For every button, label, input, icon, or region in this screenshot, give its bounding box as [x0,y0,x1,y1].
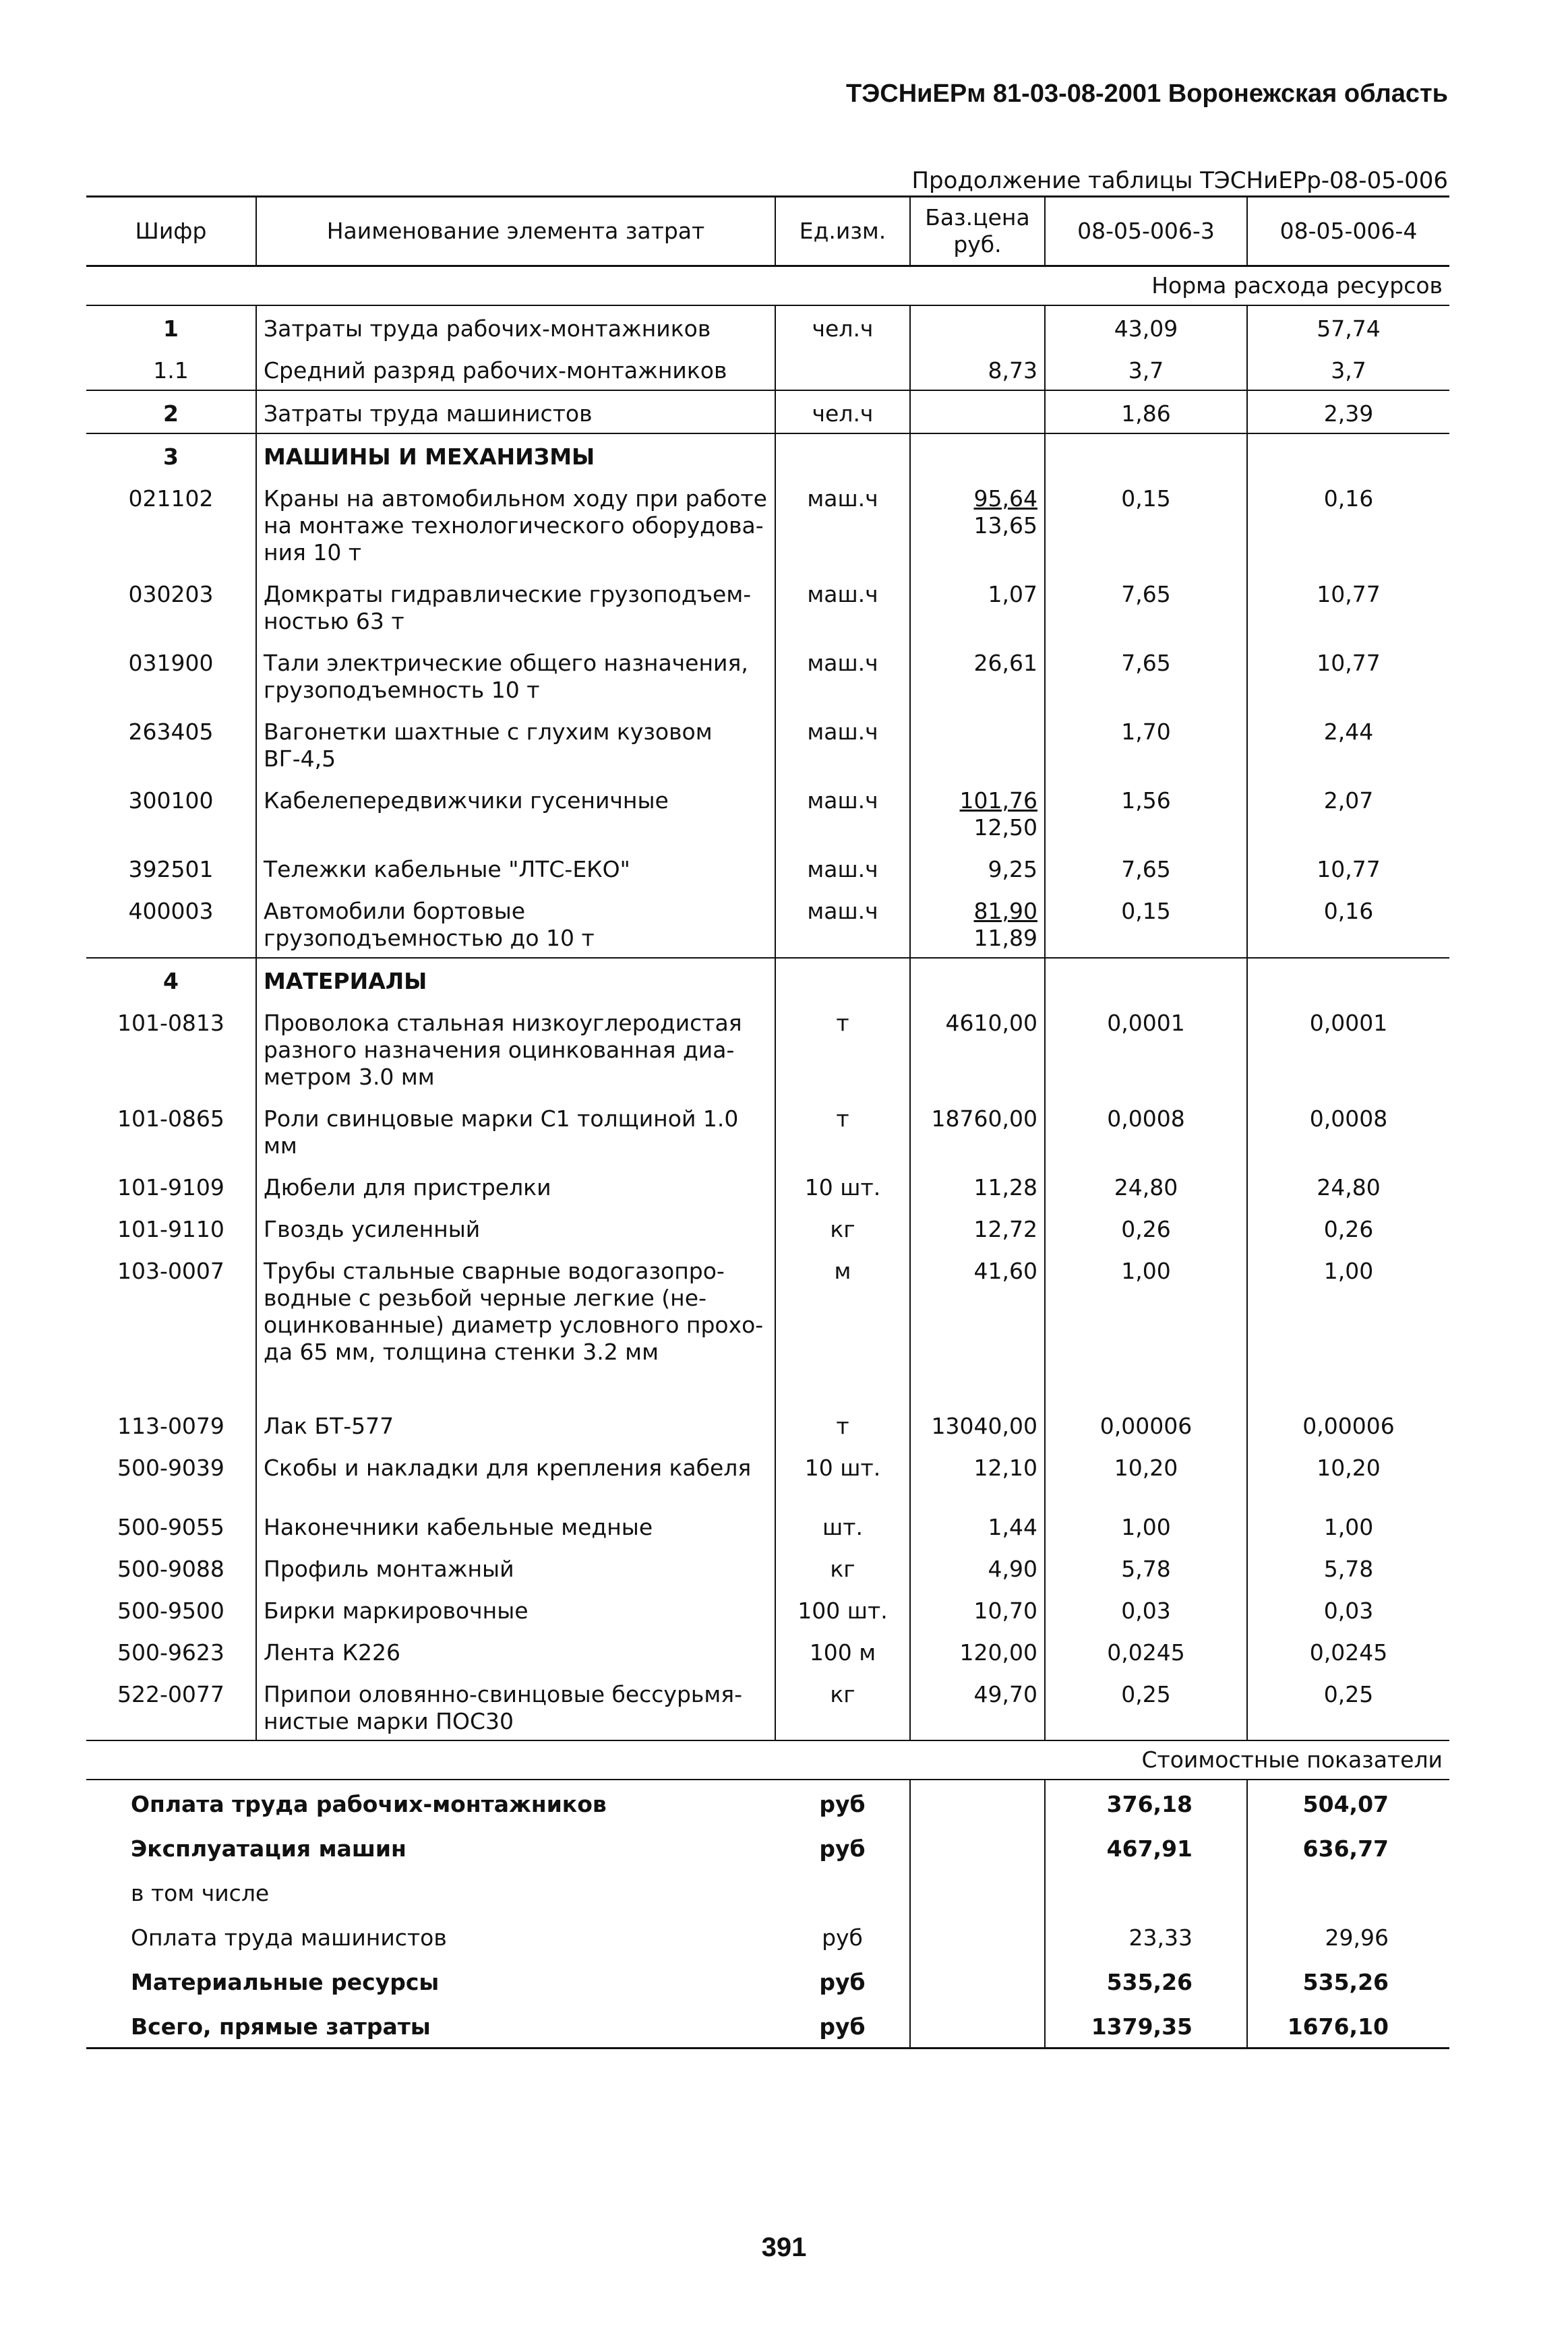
summary-unit: руб [775,1825,910,1869]
summary-value-variant-3: 23,33 [1045,1914,1247,1958]
row-name: Тали электрические общего назначения, грузоподъемность 10 т [256,640,775,709]
row-code: 101-0865 [86,1096,256,1165]
row-price [910,1207,1045,1248]
row-code: 500-9039 [86,1445,256,1505]
row-value-variant-4: 10,77 [1317,650,1381,676]
row-unit: кг [775,1546,910,1588]
row-value-variant-3: 10,20 [1045,1445,1247,1505]
row-value-variant-4: 10,77 [1317,581,1381,607]
summary-row [86,2003,1449,2048]
row-value-variant-3: 7,65 [1045,640,1247,709]
summary-value-variant-4: 1676,10 [1247,2003,1449,2048]
empty-cell [910,433,1045,476]
row-value-variant-3: 0,25 [1045,1672,1247,1740]
header-name: Наименование элемента затрат [256,197,775,266]
row-name: Лента К226 [256,1630,775,1672]
row-price [910,640,1045,709]
empty-cell [910,958,1045,1000]
row-unit: т [775,1096,910,1165]
row-value-variant-3: 1,00 [1045,1505,1247,1546]
row-unit: чел.ч [775,305,910,348]
price-value: 4,90 [988,1556,1037,1582]
operator-wage-value: 12,50 [973,814,1037,841]
summary-row [86,1869,1449,1914]
price-value: 11,28 [973,1174,1037,1201]
row-name: Бирки маркировочные [256,1588,775,1630]
table-row [86,888,1449,958]
cost-label-row [86,1740,1449,1780]
row-code: 500-9623 [86,1630,256,1672]
row-name: Средний разряд рабочих-монтажников [256,348,775,390]
resource-norms-table [86,195,1449,2049]
table-row [86,1165,1449,1207]
row-value-variant-3: 1,70 [1045,709,1247,778]
table-row [86,1445,1449,1505]
row-name: Тележки кабельные "ЛТС-ЕКО" [256,847,775,888]
row-code: 101-9110 [86,1207,256,1248]
row-value-variant-4: 2,44 [1323,719,1374,745]
norm-label-row [86,266,1449,306]
summary-row [86,1825,1449,1869]
price-value: 26,61 [973,650,1037,676]
row-price [910,1000,1045,1096]
empty-cell [1247,433,1449,476]
row-code: 031900 [86,640,256,709]
price-value: 10,70 [973,1598,1037,1624]
header-variant-3: 08-05-006-3 [1045,197,1247,266]
row-unit: 100 м [775,1630,910,1672]
price-value: 101,76 [959,787,1037,814]
row-price [910,1445,1045,1505]
table-row [86,1505,1449,1546]
row-code: 101-0813 [86,1000,256,1096]
empty-cell [775,433,910,476]
row-value-variant-3: 43,09 [1045,305,1247,348]
row-value-variant-4: 5,78 [1323,1556,1374,1582]
row-value-variant-4: 2,39 [1247,390,1449,433]
price-value: 9,25 [988,856,1037,882]
section-row [86,958,1449,1000]
row-price [910,1672,1045,1740]
row-value-variant-4: 0,03 [1323,1598,1374,1624]
row-unit: 10 шт. [775,1445,910,1505]
header-price: Баз.цена руб. [910,197,1045,266]
header-variant-4: 08-05-006-4 [1247,197,1449,266]
price-value: 12,10 [973,1455,1037,1481]
row-price [910,888,1045,958]
row-unit: кг [775,1207,910,1248]
row-price [910,305,1045,348]
section-row [86,433,1449,476]
summary-label: Оплата труда машинистов [131,1924,447,1951]
row-name: Профиль монтажный [256,1546,775,1588]
empty-cell [1045,433,1247,476]
row-unit: 100 шт. [775,1588,910,1630]
table-row [86,778,1449,847]
row-value-variant-3: 7,65 [1045,847,1247,888]
row-value-variant-4: 3,7 [1331,357,1366,384]
row-value-variant-3: 1,86 [1045,390,1247,433]
table-row [86,847,1449,888]
section-title: МАТЕРИАЛЫ [256,958,775,1000]
section-code: 4 [86,958,256,1000]
price-value: 12,72 [973,1216,1037,1242]
row-code: 500-9055 [86,1505,256,1546]
row-unit: 10 шт. [775,1165,910,1207]
row-price [910,1505,1045,1546]
row-value-variant-3: 7,65 [1045,572,1247,640]
summary-row [86,1780,1449,1825]
row-name: Трубы стальные сварные водогазопро-водные с резьбой черные легкие (не-оцинкованные) диаметр условного прохо-да 65 мм, толщина стенки 3.2 мм [256,1248,775,1403]
row-unit: маш.ч [775,778,910,847]
table-header-row [86,197,1449,266]
row-name: Затраты труда машинистов [256,390,775,433]
row-name: Роли свинцовые марки С1 толщиной 1.0 мм [256,1096,775,1165]
row-unit: шт. [775,1505,910,1546]
table-row [86,1588,1449,1630]
table-row [86,305,1449,348]
summary-value-variant-4: 535,26 [1302,1969,1389,1995]
price-value: 18760,00 [931,1105,1037,1132]
row-value-variant-3: 0,0008 [1045,1096,1247,1165]
operator-wage-value: 13,65 [973,512,1037,539]
row-value-variant-3: 0,26 [1045,1207,1247,1248]
row-code: 103-0007 [86,1248,256,1403]
empty-cell [910,1914,1045,1958]
row-value-variant-4: 10,20 [1317,1455,1381,1481]
summary-label: Всего, прямые затраты [86,2003,775,2048]
row-code: 400003 [86,888,256,958]
row-value-variant-4: 24,80 [1317,1174,1381,1201]
row-unit [775,348,910,390]
summary-label: Материальные ресурсы [131,1969,440,1995]
empty-cell [910,2003,1045,2048]
row-unit: т [775,1000,910,1096]
row-value-variant-4: 1,00 [1323,1514,1374,1540]
table-row [86,1207,1449,1248]
row-code: 021102 [86,476,256,572]
table-row [86,1672,1449,1740]
table-row [86,1096,1449,1165]
table-body [86,266,1449,2048]
row-code: 113-0079 [86,1403,256,1445]
row-value-variant-4: 0,16 [1323,485,1374,512]
row-price [910,847,1045,888]
row-code: 1.1 [86,348,256,390]
row-value-variant-3: 0,0001 [1045,1000,1247,1096]
table-continuation-caption: Продолжение таблицы ТЭСНиЕРр-08-05-006 [911,167,1448,194]
row-name: Затраты труда рабочих-монтажников [256,305,775,348]
operator-wage-value: 11,89 [973,925,1037,951]
summary-label: Эксплуатация машин [131,1835,406,1862]
row-price [910,1630,1045,1672]
row-name: Автомобили бортовые грузоподъемностью до 10 т [256,888,775,958]
section-code: 3 [86,433,256,476]
row-unit: маш.ч [775,847,910,888]
price-value: 120,00 [959,1639,1037,1666]
cost-label: Стоимостные показатели [86,1740,1449,1780]
empty-cell [910,1780,1045,1825]
summary-value-variant-3 [1045,1869,1247,1914]
summary-label: Оплата труда рабочих-монтажников [131,1791,607,1817]
row-value-variant-3: 0,15 [1045,476,1247,572]
row-value-variant-3: 0,03 [1045,1588,1247,1630]
summary-value-variant-4: 636,77 [1302,1835,1389,1862]
norm-label: Норма расхода ресурсов [86,266,1449,306]
row-value-variant-3: 5,78 [1045,1546,1247,1588]
row-name: Скобы и накладки для крепления кабеля [256,1445,775,1505]
table-row [86,640,1449,709]
row-code: 300100 [86,778,256,847]
row-value-variant-3: 0,0245 [1045,1630,1247,1672]
empty-cell [1247,958,1449,1000]
empty-cell [910,1869,1045,1914]
table-row [86,1000,1449,1096]
row-price [910,572,1045,640]
row-name: Дюбели для пристрелки [256,1165,775,1207]
summary-value-variant-4 [1247,1869,1449,1914]
price-value: 4610,00 [945,1010,1037,1036]
row-value-variant-4: 0,0245 [1309,1639,1388,1666]
table-row [86,1630,1449,1672]
summary-unit [775,1869,910,1914]
row-name: Проволока стальная низкоуглеродистая разного назначения оцинкованная диа-метром 3.0 мм [256,1000,775,1096]
summary-value-variant-3: 467,91 [1045,1825,1247,1869]
row-code: 1 [86,305,256,348]
row-unit: т [775,1403,910,1445]
summary-value-variant-3: 1379,35 [1045,2003,1247,2048]
row-unit: кг [775,1672,910,1740]
summary-row [86,1958,1449,2003]
row-code: 522-0077 [86,1672,256,1740]
row-price [910,1588,1045,1630]
row-code: 101-9109 [86,1165,256,1207]
row-code: 030203 [86,572,256,640]
table-row [86,709,1449,778]
row-value-variant-4: 0,0001 [1309,1010,1388,1036]
summary-row [86,1914,1449,1958]
row-value-variant-4: 0,0008 [1309,1105,1388,1132]
price-value: 1,07 [988,581,1037,607]
page-number: 391 [761,2233,807,2262]
empty-cell [910,1825,1045,1869]
row-value-variant-4: 1,00 [1323,1258,1374,1284]
row-unit: маш.ч [775,640,910,709]
row-price [910,476,1045,572]
row-code: 500-9500 [86,1588,256,1630]
row-price [910,1165,1045,1207]
price-value: 81,90 [973,898,1037,924]
table-row [86,390,1449,433]
row-name: Вагонетки шахтные с глухим кузовом ВГ-4,5 [256,709,775,778]
row-name: Краны на автомобильном ходу при работе на монтаже технологического оборудова-ния 10 т [256,476,775,572]
row-name: Наконечники кабельные медные [256,1505,775,1546]
row-price [910,1403,1045,1445]
row-unit: маш.ч [775,572,910,640]
row-price [910,1248,1045,1403]
table-row [86,1403,1449,1445]
summary-value-variant-3: 535,26 [1045,1958,1247,2003]
row-value-variant-3: 24,80 [1045,1165,1247,1207]
empty-cell [910,1958,1045,2003]
row-value-variant-4: 0,16 [1323,898,1374,924]
row-unit: маш.ч [775,476,910,572]
price-value: 95,64 [973,485,1037,512]
page-header: ТЭСНиЕРм 81-03-08-2001 Воронежская область [846,80,1448,108]
row-price [910,778,1045,847]
row-price [910,348,1045,390]
row-unit: чел.ч [775,390,910,433]
summary-unit: руб [775,2003,910,2048]
row-name: Лак БТ-577 [256,1403,775,1445]
row-value-variant-3: 1,56 [1045,778,1247,847]
row-value-variant-4: 0,26 [1323,1216,1374,1242]
summary-value-variant-4: 504,07 [1302,1791,1389,1817]
row-unit: маш.ч [775,888,910,958]
row-name: Припои оловянно-свинцовые бессурьмя-нистые марки ПОС30 [256,1672,775,1740]
row-code: 2 [86,390,256,433]
empty-cell [775,958,910,1000]
row-value-variant-4: 0,00006 [1302,1413,1395,1439]
summary-unit: руб [775,1780,910,1825]
row-value-variant-4: 10,77 [1317,856,1381,882]
row-value-variant-4: 57,74 [1317,315,1381,342]
row-code: 500-9088 [86,1546,256,1588]
table-row [86,1546,1449,1588]
row-name: Гвоздь усиленный [256,1207,775,1248]
row-value-variant-4: 0,25 [1323,1681,1374,1707]
row-price [910,390,1045,433]
row-value-variant-3: 0,00006 [1045,1403,1247,1445]
table-row [86,348,1449,390]
summary-value-variant-3: 376,18 [1045,1780,1247,1825]
row-name: Кабелепередвижчики гусеничные [256,778,775,847]
price-value: 41,60 [973,1258,1037,1284]
price-value: 49,70 [973,1681,1037,1707]
row-price [910,1096,1045,1165]
table-row [86,1248,1449,1403]
row-value-variant-3: 1,00 [1045,1248,1247,1403]
row-value-variant-3: 3,7 [1045,348,1247,390]
price-value: 1,44 [988,1514,1037,1540]
summary-value-variant-4: 29,96 [1325,1924,1389,1951]
row-price [910,1546,1045,1588]
summary-unit: руб [775,1958,910,2003]
summary-label: в том числе [131,1880,270,1906]
row-code: 392501 [86,847,256,888]
table-row [86,476,1449,572]
section-title: МАШИНЫ И МЕХАНИЗМЫ [256,433,775,476]
table-row [86,572,1449,640]
row-name: Домкраты гидравлические грузоподъем-ностью 63 т [256,572,775,640]
row-code: 263405 [86,709,256,778]
header-code: Шифр [86,197,256,266]
row-price [910,709,1045,778]
price-value: 13040,00 [931,1413,1037,1439]
row-value-variant-3: 0,15 [1045,888,1247,958]
row-value-variant-4: 2,07 [1323,787,1374,814]
summary-unit: руб [775,1914,910,1958]
empty-cell [1045,958,1247,1000]
header-unit: Ед.изм. [775,197,910,266]
price-value: 8,73 [988,357,1037,384]
row-unit: маш.ч [775,709,910,778]
row-unit: м [775,1248,910,1403]
